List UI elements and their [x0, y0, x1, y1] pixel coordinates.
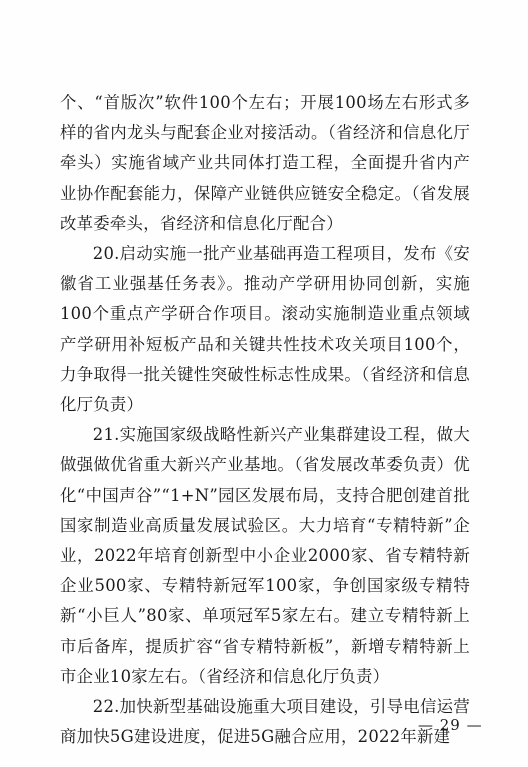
- paragraph-item-20: 20.启动实施一批产业基础再造工程项目，发布《安徽省工业强基任务表》。推动产学研用协同创新，实施100个重点产学研合作项目。滚动实施制造业重点领域产学研用补短板产品和关键共性技术攻关项目100个，力争取得一批关键性突破性标志性成果。（省经济和信息化厅负责）: [60, 244, 470, 415]
- paragraph-item-22: 22.加快新型基础设施重大项目建设，引导电信运营商加快5G建设进度，促进5G融合应用，2022年新建: [60, 697, 470, 747]
- paragraph-item-21: 21.实施国家级战略性新兴产业集群建设工程，做大做强做优省重大新兴产业基地。（省发展改革委负责）优化“中国声谷”“1+N”园区发展布局，支持合肥创建首批国家制造业高质量发展试验区。大力培育“专精特新”企业，2022年培育创新型中小企业2000家、省专精特新企业500家、专精特新冠军100家，争创国家级专精特新“小巨人”80家、单项冠军5家左右。建立专精特新上市后备库，提质扩容“省专精特新板”，新增专精特新上市企业10家左右。（省经济和信息化厅负责）: [60, 425, 470, 686]
- page-number: — 29 —: [418, 716, 483, 734]
- paragraph-continuation: 个、“首版次”软件100个左右；开展100场左右形式多样的省内龙头与配套企业对接活动。（省经济和信息化厅牵头）实施省域产业共同体打造工程，全面提升省内产业协作配套能力，保障产业链供应链安全稳定。（省发展改革委牵头，省经济和信息化厅配合）: [60, 93, 470, 233]
- body-text: [60, 88, 470, 752]
